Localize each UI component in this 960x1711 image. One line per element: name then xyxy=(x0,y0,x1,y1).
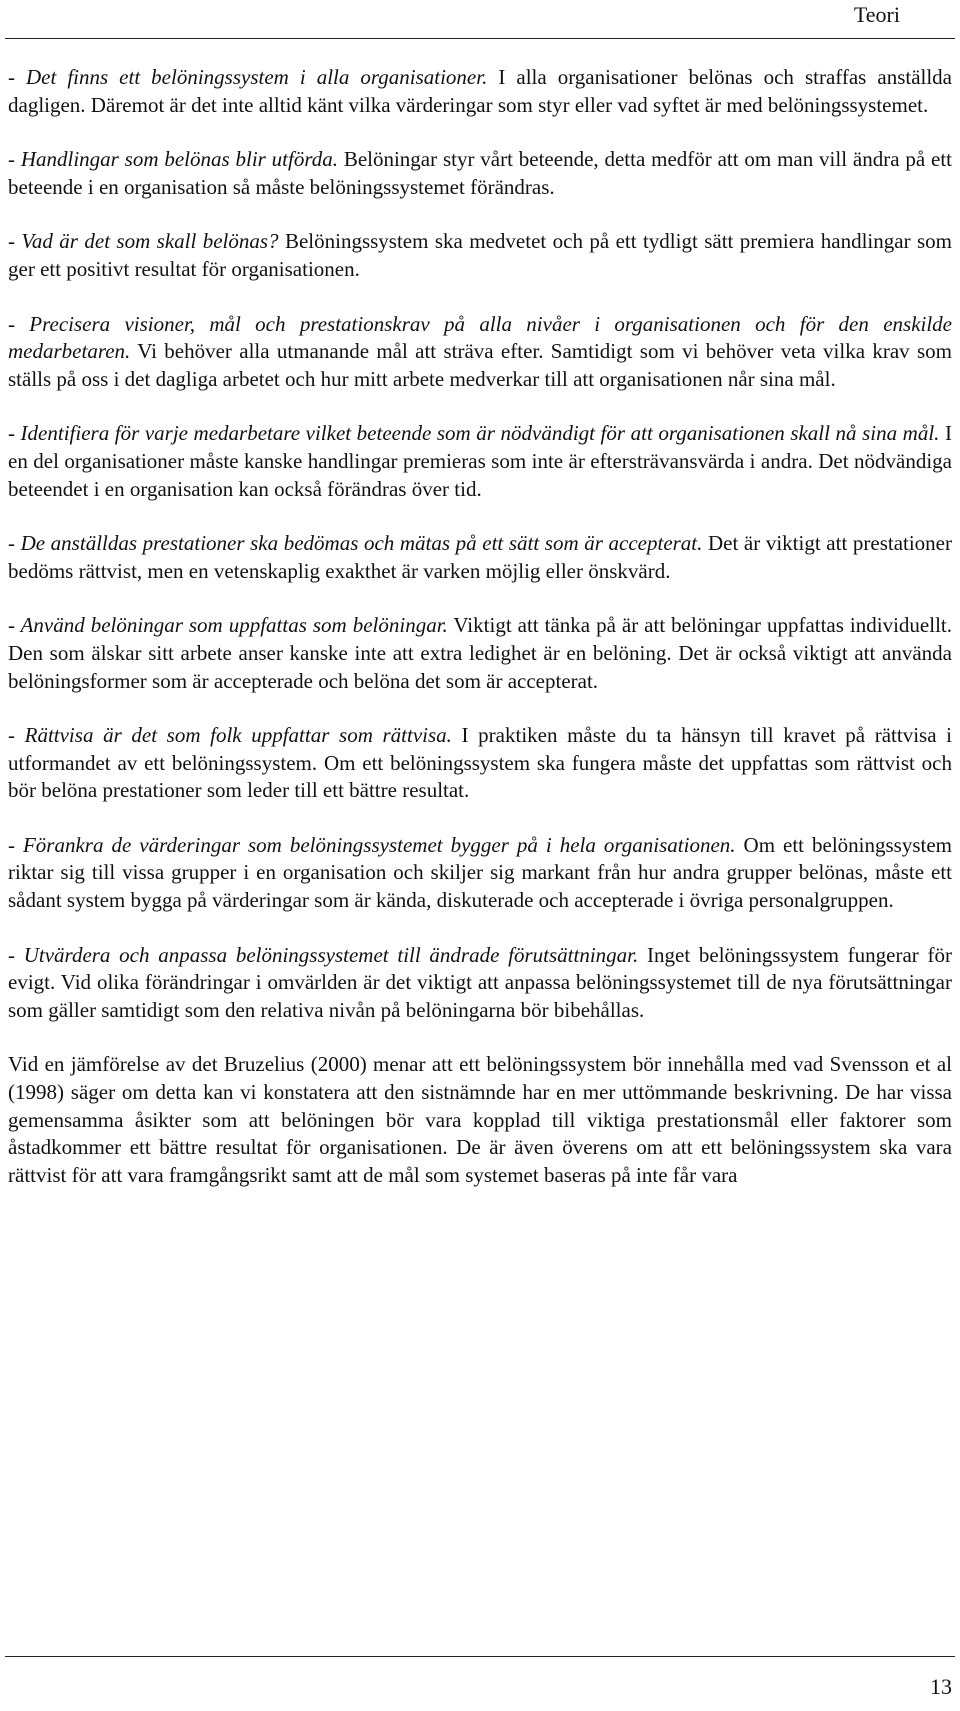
paragraph-11 xyxy=(8,1051,952,1189)
paragraph-lead: - Förankra de värderingar som belöningssystemet bygger på i hela organisationen. xyxy=(8,832,736,857)
paragraph-6 xyxy=(8,530,952,585)
paragraph-5 xyxy=(8,420,952,503)
paragraph-lead: - Vad är det som skall belönas? xyxy=(8,229,279,254)
page-header xyxy=(0,0,960,40)
page-number: 13 xyxy=(930,1674,952,1699)
paragraph-lead: - Utvärdera och anpassa belöningssystemet till ändrade förutsättningar. xyxy=(8,942,639,967)
paragraph-lead: - Använd belöningar som uppfattas som belöningar. xyxy=(8,613,448,638)
paragraph-3 xyxy=(8,228,952,283)
paragraph-body: Vi behöver alla utmanande mål att sträva efter. Samtidigt som vi behöver veta vilka krav som ställs på oss i det dagliga arbetet och hur mitt arbete medverkar till att organisationen når sina mål. xyxy=(8,339,952,391)
paragraph-body: I praktiken måste du ta hänsyn till kravet på rättvisa i utformandet av ett belöningssystem. Om ett belöningssystem ska fungera måste det uppfattas som rättvist och bör belöna prestationer som leder till ett bättre resultat. xyxy=(8,723,953,803)
paragraph-body: Viktigt att tänka på är att belöningar uppfattas individuellt. Den som älskar sitt arbete anser kanske inte att extra ledighet är en belöning. Det är också viktigt att använda belöningsformer som är accepterade och belöna det som är accepterat. xyxy=(8,613,952,693)
paragraph-lead: - Rättvisa är det som folk uppfattar som rättvisa. xyxy=(8,723,452,748)
paragraph-lead: - De anställdas prestationer ska bedömas och mätas på ett sätt som är accepterat. xyxy=(8,531,703,556)
paragraph-4 xyxy=(8,311,952,394)
paragraph-7 xyxy=(8,612,952,695)
paragraph-body: Vid en jämförelse av det Bruzelius (2000) menar att ett belöningssystem bör innehålla med vad Svensson et al (1998) säger om detta kan vi konstatera att den sistnämnde har en mer uttömmande beskrivning. De har vissa gemensamma åsikter som att belöningen bör vara kopplad till viktiga prestationsmål eller faktorer som åstadkommer ett bättre resultat för organisationen. De är även överens om att ett belöningssystem ska vara rättvist för att vara framgångsrikt samt att de mål som systemet baseras på inte får vara xyxy=(8,1052,952,1187)
paragraph-body: Det är viktigt att prestationer bedöms rättvist, men en vetenskaplig exakthet är varken möjlig eller önskvärd. xyxy=(8,531,953,583)
paragraph-2 xyxy=(8,146,952,201)
footer-divider xyxy=(5,1656,955,1657)
header-divider xyxy=(5,38,955,39)
paragraph-lead: - Det finns ett belöningssystem i alla organisationer. xyxy=(8,65,488,89)
paragraph-body: Belöningar styr vårt beteende, detta medför att om man vill ändra på ett beteende i en organisation så måste belöningssystemet förändras. xyxy=(8,147,952,199)
paragraph-8 xyxy=(8,722,952,805)
paragraph-body: Om ett belöningssystem riktar sig till vissa grupper i en organisation och skiljer sig markant från hur andra grupper belönas, måste ett sådant system bygga på värderingar som är kända, diskuterade och accepterade i övriga personalgruppen. xyxy=(8,832,952,913)
paragraph-lead: - Handlingar som belönas blir utförda. xyxy=(8,147,338,172)
paragraph-body: I en del organisationer måste kanske handlingar premieras som inte är eftersträvansvärda i andra. Det nödvändiga beteendet i en organisation kan också förändras över tid. xyxy=(8,421,952,501)
paragraph-9 xyxy=(8,832,952,915)
running-header-title: Teori xyxy=(853,2,900,27)
document-body xyxy=(8,64,952,1216)
paragraph-body: I alla organisationer belönas och straffas anställda dagligen. Däremot är det inte alltid känt vilka värderingar som styr eller vad syftet är med belöningssystemet. xyxy=(8,65,953,117)
paragraph-lead: - Identifiera för varje medarbetare vilket beteende som är nödvändigt för att organisationen skall nå sina mål. xyxy=(8,421,940,446)
paragraph-body: Belöningssystem ska medvetet och på ett tydligt sätt premiera handlingar som ger ett positivt resultat för organisationen. xyxy=(8,229,952,281)
paragraph-10 xyxy=(8,942,952,1025)
paragraph-body: Inget belöningssystem fungerar för evigt. Vid olika förändringar i omvärlden är det viktigt att anpassa belöningssystemet till de nya förutsättningar som gäller samtidigt som den relativa nivån på belöningarna bör bibehållas. xyxy=(8,942,952,1022)
paragraph-1 xyxy=(8,64,952,119)
paragraph-lead: - Precisera visioner, mål och prestationskrav på alla nivåer i organisationen och för den enskilde medarbetaren. xyxy=(8,311,952,364)
